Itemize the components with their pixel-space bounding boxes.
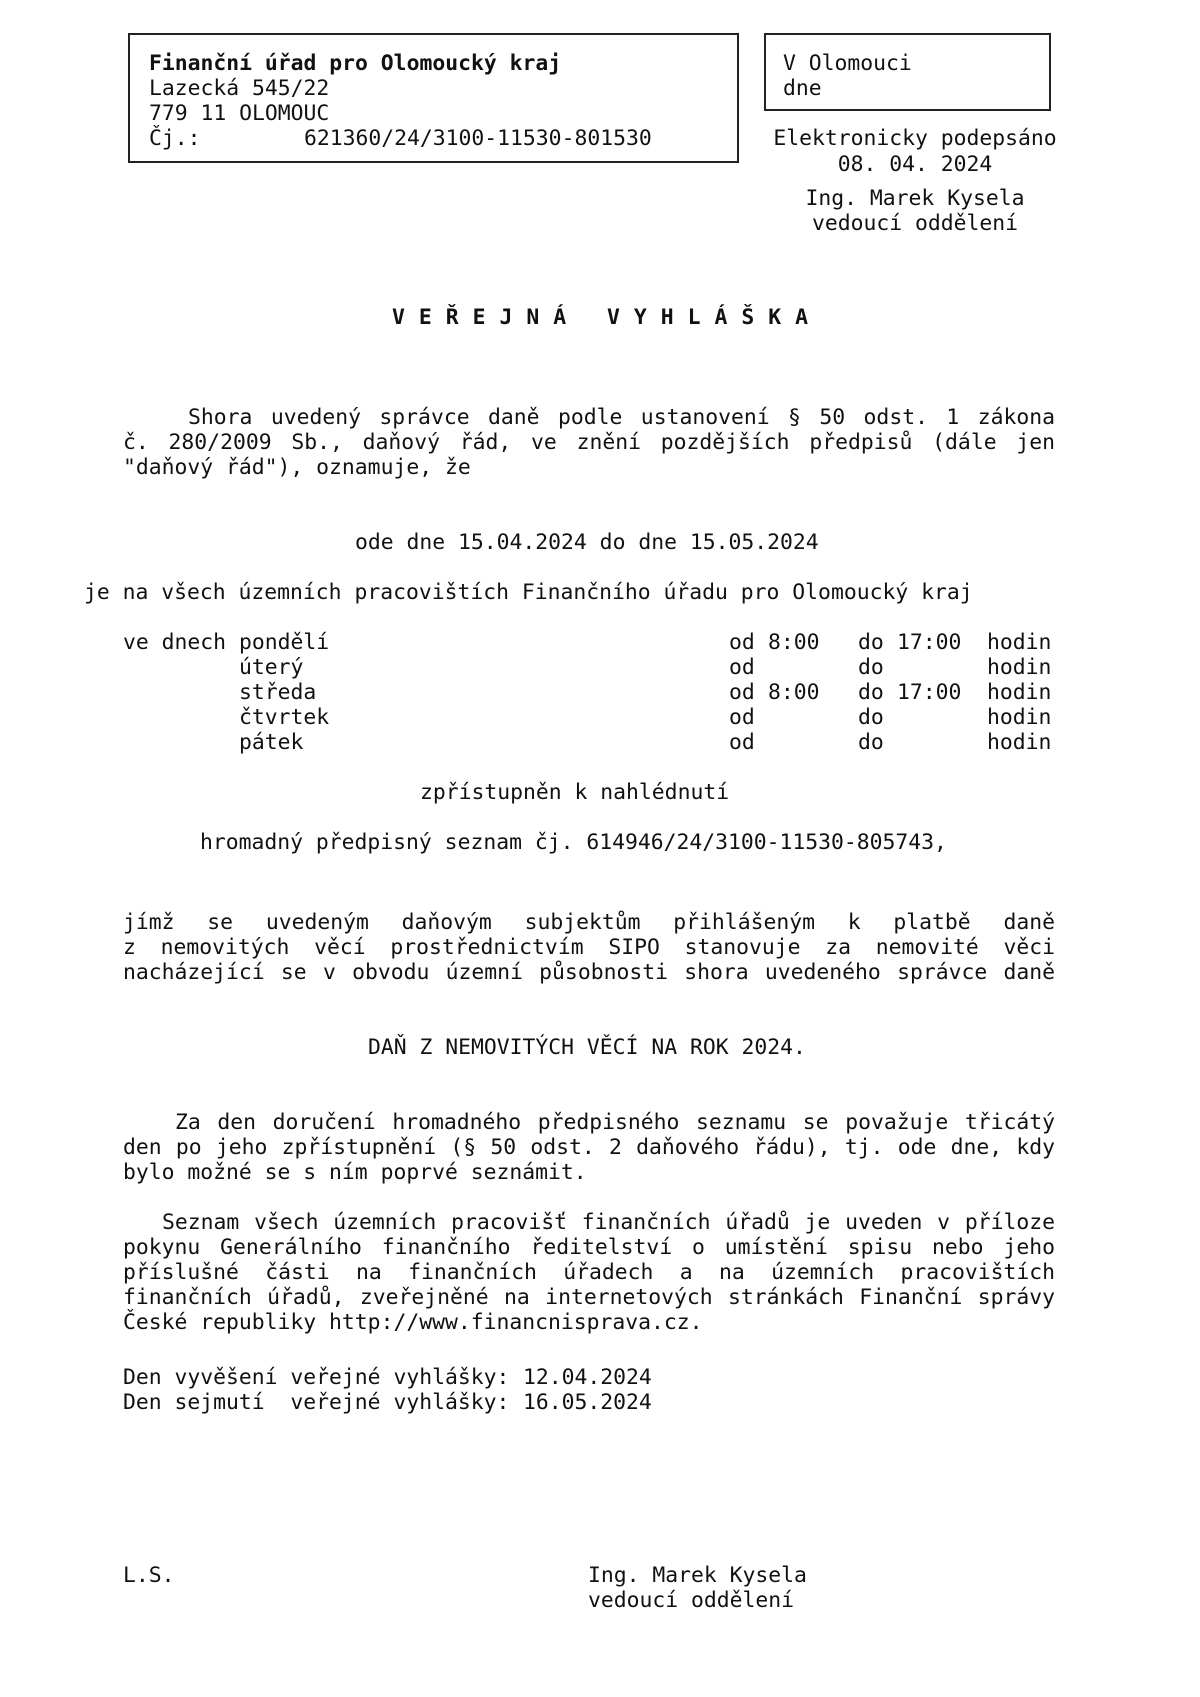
schedule-from-label: od bbox=[729, 630, 755, 655]
schedule-prefix: ve dnech bbox=[123, 630, 227, 655]
reference-label: Čj.: bbox=[149, 126, 201, 151]
schedule-from-label: od bbox=[729, 655, 755, 680]
schedule-to-time: 17:00 bbox=[897, 680, 962, 705]
purpose-line-2: z nemovitých věcí prostřednictvím SIPO stanovuje za nemovité věci bbox=[123, 935, 1055, 960]
signature-date: 08. 04. 2024 bbox=[837, 152, 993, 177]
availability-text: zpřístupněn k nahlédnutí bbox=[420, 780, 730, 805]
location-text: je na všech územních pracovištích Finančního úřadu pro Olomoucký kraj bbox=[84, 580, 973, 605]
purpose-line-1: jímž se uvedeným daňovým subjektům přihlášeným k platbě daně bbox=[123, 910, 1055, 935]
list-info-line-2: pokynu Generálního finančního ředitelství o umístění spisu nebo jeho bbox=[123, 1235, 1055, 1260]
schedule-day: čtvrtek bbox=[239, 705, 330, 730]
schedule-unit: hodin bbox=[987, 655, 1052, 680]
list-info-line-5: České republiky http://www.financnisprava.cz. bbox=[123, 1310, 703, 1335]
delivery-line-1: Za den doručení hromadného předpisného seznamu se považuje třicátý bbox=[175, 1110, 1055, 1135]
list-info-line-4: finančních úřadů, zveřejněné na internetových stránkách Finanční správy bbox=[123, 1285, 1055, 1310]
posted-label: Den vyvěšení veřejné vyhlášky: bbox=[123, 1365, 510, 1390]
intro-line-3: "daňový řád"), oznamuje, že bbox=[123, 455, 471, 480]
office-name: Finanční úřad pro Olomoucký kraj bbox=[149, 51, 562, 76]
document-title: VEŘEJNÁ VYHLÁŠKA bbox=[391, 305, 823, 330]
list-info-line-1: Seznam všech územních pracovišť finančních úřadů je uveden v příloze bbox=[162, 1210, 1055, 1235]
schedule-from-label: od bbox=[729, 730, 755, 755]
schedule-to-label: do bbox=[858, 630, 884, 655]
schedule-day: pondělí bbox=[239, 630, 330, 655]
posted-date: 12.04.2024 bbox=[523, 1365, 652, 1390]
purpose-line-3: nacházející se v obvodu územní působnosti shora uvedeného správce daně bbox=[123, 960, 1055, 985]
schedule-from-time: 8:00 bbox=[768, 630, 820, 655]
list-reference: hromadný předpisný seznam čj. 614946/24/3100-11530-805743, bbox=[200, 830, 947, 855]
schedule-to-label: do bbox=[858, 705, 884, 730]
place-text: V Olomouci bbox=[783, 51, 912, 76]
schedule-unit: hodin bbox=[987, 705, 1052, 730]
signatory-name-header: Ing. Marek Kysela bbox=[805, 186, 1025, 211]
removed-label: Den sejmutí veřejné vyhlášky: bbox=[123, 1390, 510, 1415]
removed-date: 16.05.2024 bbox=[523, 1390, 652, 1415]
schedule-day: pátek bbox=[239, 730, 304, 755]
schedule-to-label: do bbox=[858, 730, 884, 755]
schedule-from-time: 8:00 bbox=[768, 680, 820, 705]
intro-line-2: č. 280/2009 Sb., daňový řád, ve znění pozdějších předpisů (dále jen bbox=[123, 430, 1055, 455]
seal-mark: L.S. bbox=[123, 1563, 175, 1588]
schedule-to-label: do bbox=[858, 680, 884, 705]
schedule-day: středa bbox=[239, 680, 317, 705]
tax-heading: DAŇ Z NEMOVITÝCH VĚCÍ NA ROK 2024. bbox=[368, 1035, 806, 1060]
list-info-line-3: příslušné části na finančních úřadech a na územních pracovištích bbox=[123, 1260, 1055, 1285]
delivery-line-3: bylo možné se s ním poprvé seznámit. bbox=[123, 1160, 587, 1185]
schedule-unit: hodin bbox=[987, 630, 1052, 655]
schedule-from-label: od bbox=[729, 680, 755, 705]
schedule-to-label: do bbox=[858, 655, 884, 680]
schedule-from-label: od bbox=[729, 705, 755, 730]
delivery-line-2: den po jeho zpřístupnění (§ 50 odst. 2 daňového řádu), tj. ode dne, kdy bbox=[123, 1135, 1055, 1160]
schedule-unit: hodin bbox=[987, 680, 1052, 705]
reference-number: 621360/24/3100-11530-801530 bbox=[304, 126, 652, 151]
schedule-day: úterý bbox=[239, 655, 304, 680]
schedule-unit: hodin bbox=[987, 730, 1052, 755]
signatory-position-footer: vedoucí oddělení bbox=[588, 1588, 795, 1613]
signatory-name-footer: Ing. Marek Kysela bbox=[588, 1563, 807, 1588]
schedule-to-time: 17:00 bbox=[897, 630, 962, 655]
date-label: dne bbox=[783, 76, 822, 101]
signatory-position-header: vedoucí oddělení bbox=[811, 211, 1019, 236]
intro-line-1: Shora uvedený správce daně podle ustanovení § 50 odst. 1 zákona bbox=[188, 405, 1055, 430]
period-text: ode dne 15.04.2024 do dne 15.05.2024 bbox=[355, 530, 819, 555]
office-city: 779 11 OLOMOUC bbox=[149, 101, 330, 126]
office-street: Lazecká 545/22 bbox=[149, 76, 330, 101]
electronic-signature-label: Elektronicky podepsáno bbox=[773, 126, 1057, 151]
